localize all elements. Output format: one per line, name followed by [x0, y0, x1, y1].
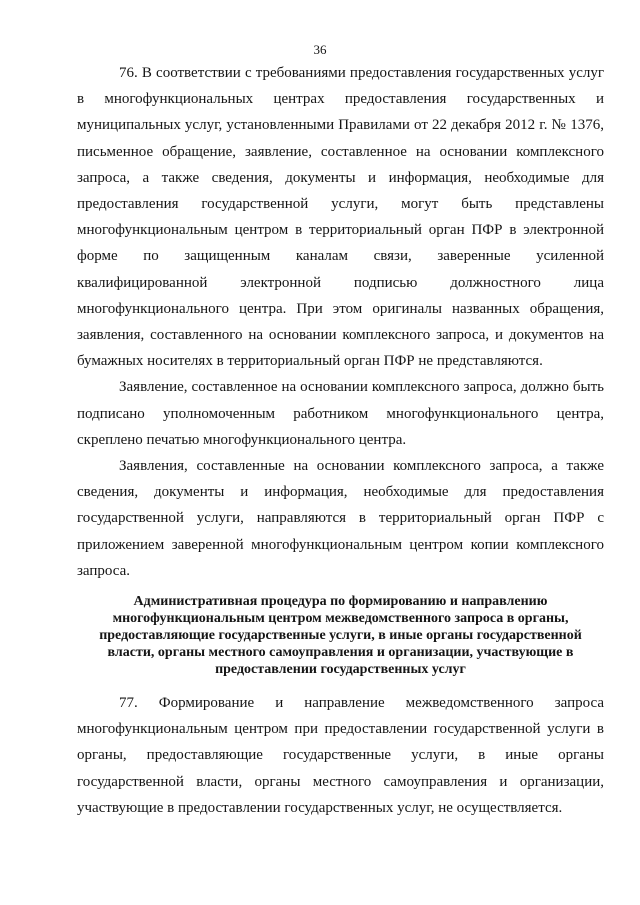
- paragraph-signature-requirement: Заявление, составленное на основании комплексного запроса, должно быть подписано уполномоченным работником многофункционального центра, скреплено печатью многофункционального центра.: [77, 379, 604, 448]
- paragraph-76: 76. В соответствии с требованиями предоставления государственных услуг в многофункциональных центрах предоставления государственных и муниципальных услуг, установленными Правилами от 22 декабря 2012 г. № 1376, письменное обращение, заявление, составленное на основании комплексного запроса, а также сведения, документы и информация, необходимые для предоставления государственной услуги, могут быть представлены многофункциональным центром в территориальный орган ПФР в электронной форме по защищенным каналам связи, заверенные усиленной квалифицированной электронной подписью должностного лица многофункционального центра. При этом оригиналы названных обращения, заявления, составленного на основании комплексного запроса, и документов на бумажных носителях в территориальный орган ПФР не представляются.: [77, 65, 604, 370]
- section-heading: Административная процедура по формированию и направлению многофункциональным центром межведомственного запроса в органы, предоставляющие государственные услуги, в иные органы государственной власти, органы местного самоуправления и организации, участвующие в предоставлении государственных услуг: [99, 594, 582, 678]
- paragraph-77: 77. Формирование и направление межведомственного запроса многофункциональным центром при предоставлении государственной услуги в органы, предоставляющие государственные услуги, в иные органы государственной власти, органы местного самоуправления и организации, участвующие в предоставлении государственных услуг, не осуществляется.: [77, 695, 604, 816]
- page-content: [77, 60, 604, 821]
- paragraph-applications-forwarding: Заявления, составленные на основании комплексного запроса, а также сведения, документы и информация, необходимые для предоставления государственной услуги, направляются в территориальный орган ПФР с приложением заверенной многофункциональным центром копии комплексного запроса.: [77, 458, 604, 579]
- page-number: 36: [313, 42, 327, 57]
